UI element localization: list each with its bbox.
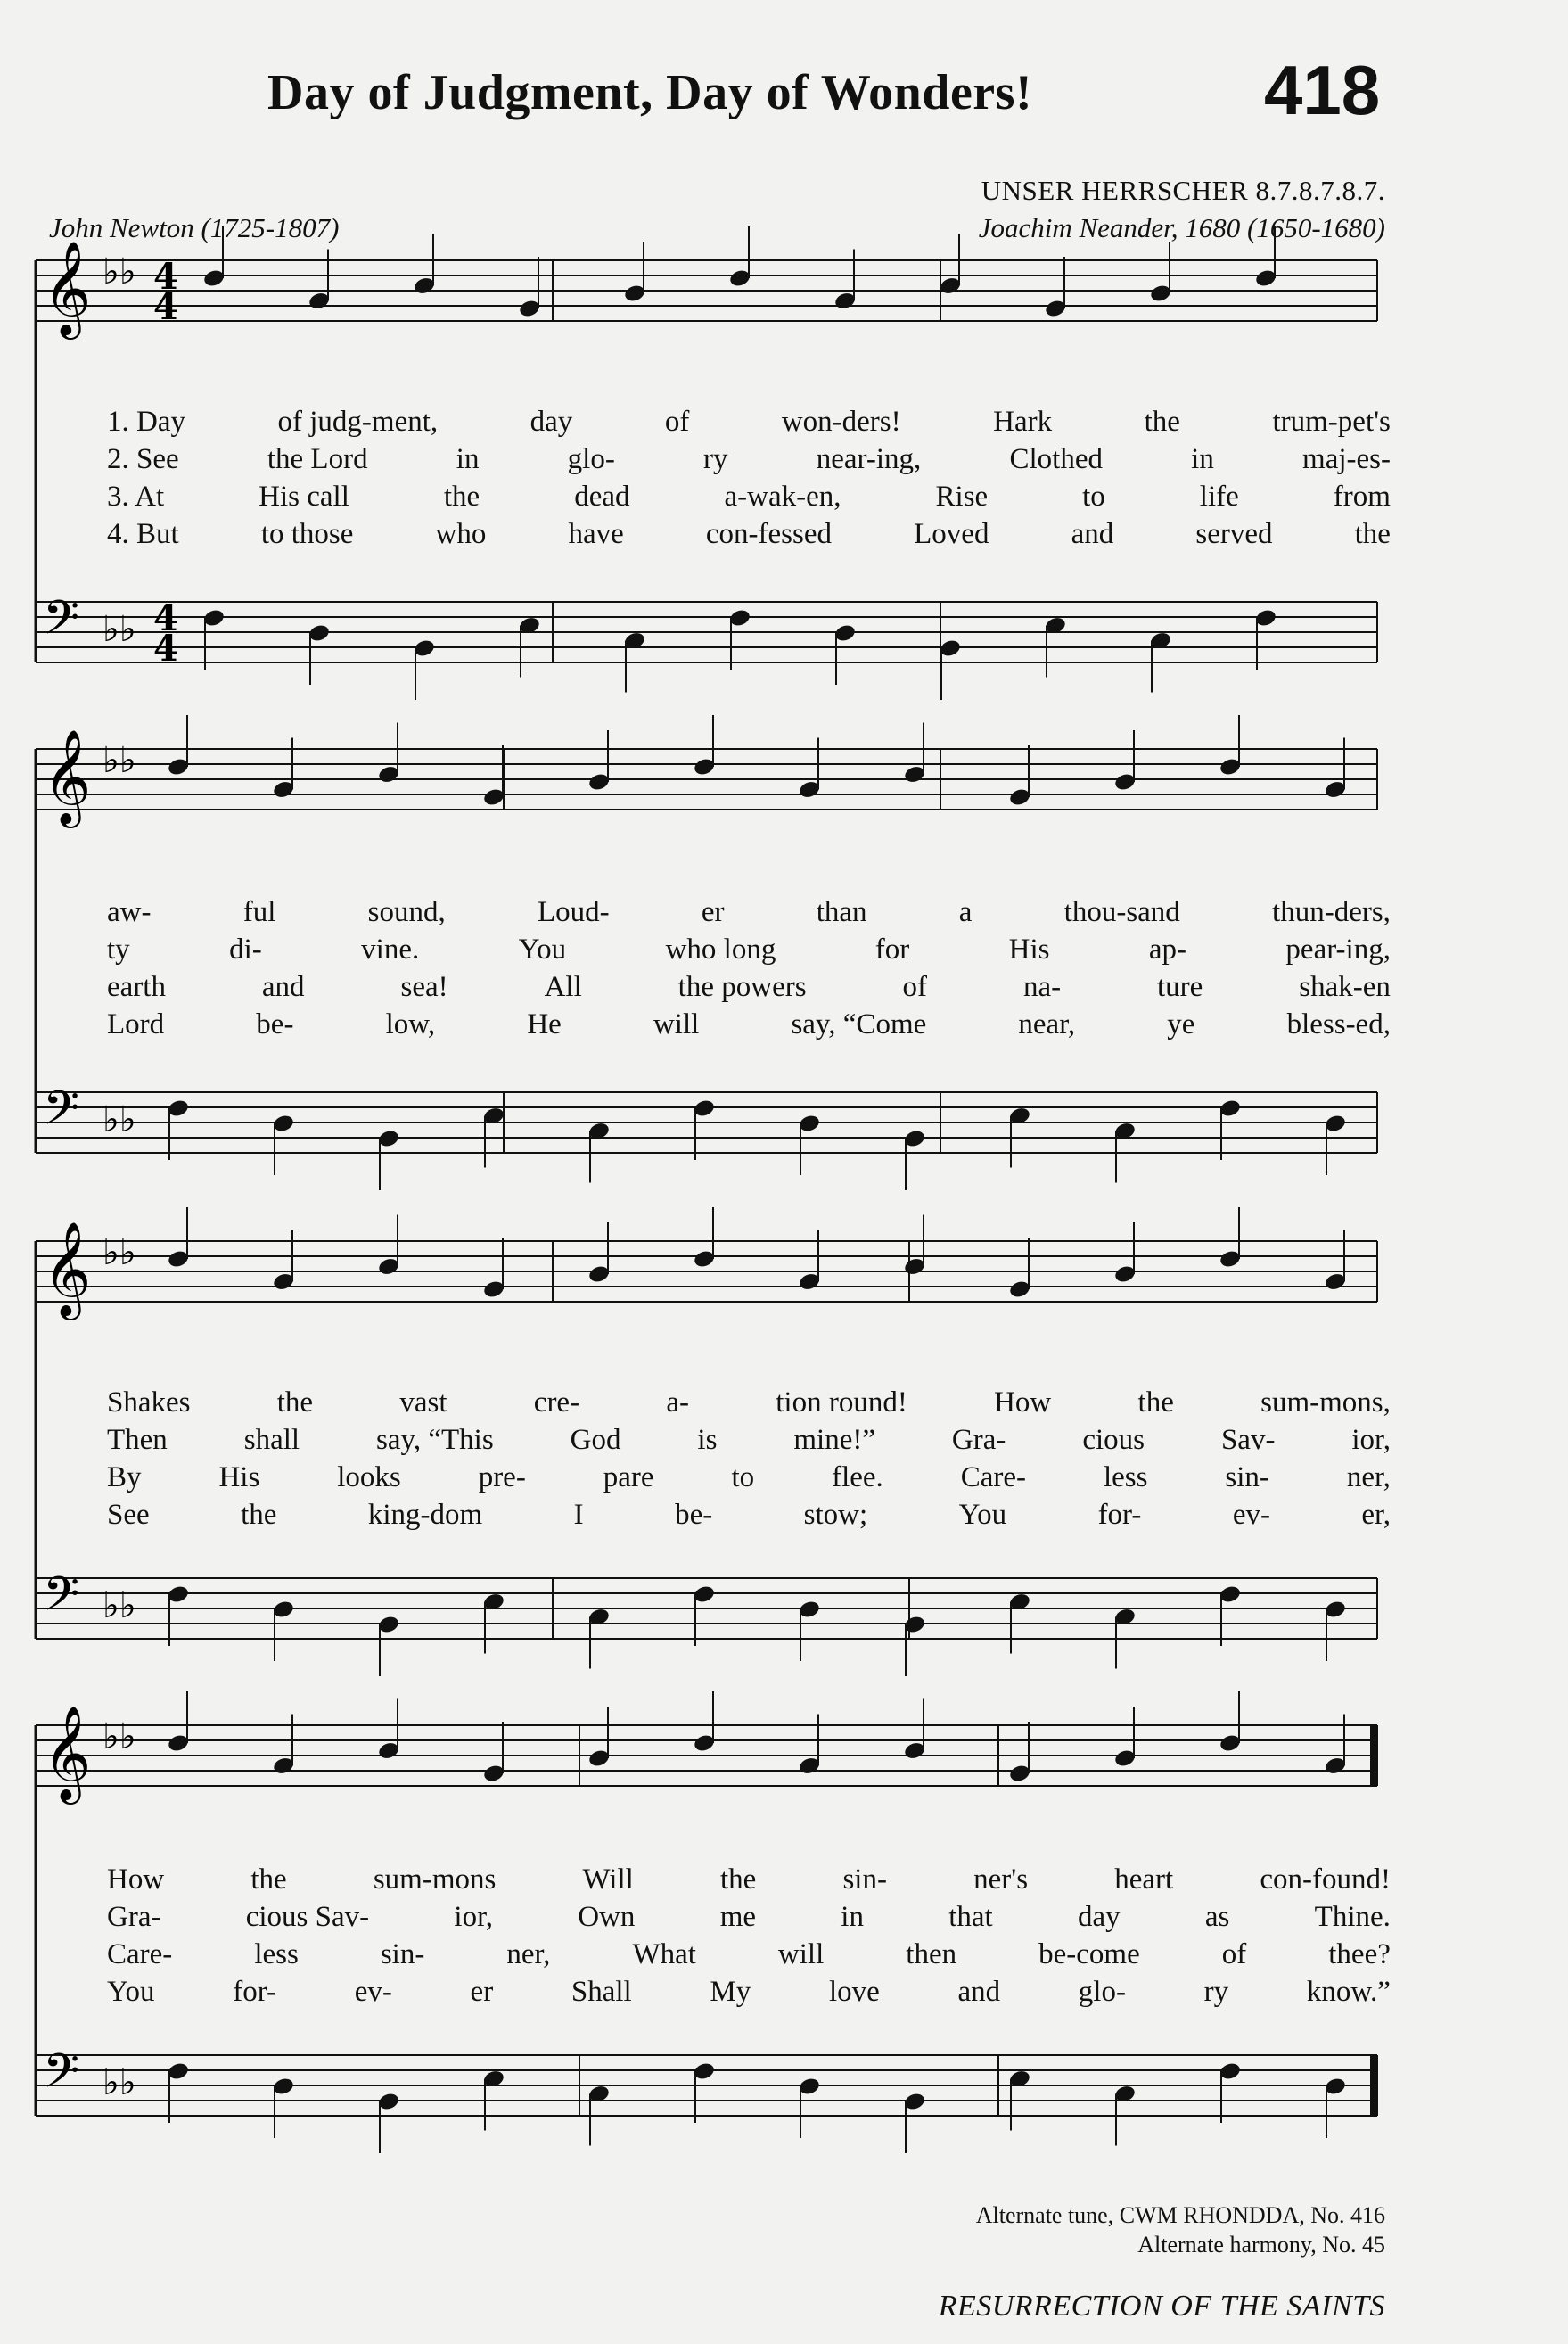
lyric-syllable: then <box>906 1938 957 1970</box>
verse-4-line <box>107 1008 1391 1046</box>
lyric-syllable: day <box>1077 1901 1121 1933</box>
key-signature-flats: ♭♭ <box>103 609 136 650</box>
lyric-syllable: shall <box>243 1424 300 1456</box>
lyric-syllable: will <box>777 1938 825 1970</box>
lyric-syllable: a-wak-en, <box>724 481 841 513</box>
lyric-syllable: His <box>218 1461 260 1493</box>
lyric-syllable: mine!” <box>793 1424 875 1456</box>
lyric-syllable: who long <box>665 933 776 966</box>
lyric-syllable: be-come <box>1038 1938 1140 1970</box>
lyric-syllable: served <box>1195 518 1273 550</box>
lyric-syllable: You <box>958 1499 1007 1531</box>
lyric-syllable: na- <box>1022 971 1062 1003</box>
lyric-syllable: shak-en <box>1299 971 1391 1003</box>
hymn-category: RESURRECTION OF THE SAINTS <box>938 2290 1385 2323</box>
lyric-syllable: His <box>1008 933 1050 966</box>
lyric-syllable: His call <box>259 481 349 513</box>
lyric-syllable: the powers <box>677 971 807 1003</box>
tune-name: UNSER HERRSCHER 8.7.8.7.8.7. <box>981 175 1385 206</box>
lyric-syllable: How <box>994 1386 1052 1419</box>
lyric-syllable: is <box>697 1424 718 1456</box>
time-signature: 4 <box>153 597 178 639</box>
treble-clef: 𝄞 <box>43 1705 92 1800</box>
lyric-syllable: ty <box>107 933 130 966</box>
lyric-syllable: the <box>1144 406 1180 438</box>
lyric-syllable: king-dom <box>367 1499 483 1531</box>
lyric-syllable: ner, <box>1346 1461 1391 1493</box>
verse-2-line <box>107 933 1391 971</box>
lyric-syllable: I <box>573 1499 584 1531</box>
lyric-syllable: thee? <box>1328 1938 1391 1970</box>
verse-3-line <box>107 481 1391 518</box>
lyric-syllable: pear-ing, <box>1285 933 1391 966</box>
lyric-syllable: 4. But <box>107 518 179 550</box>
lyric-syllable: By <box>107 1461 142 1493</box>
verse-4-line <box>107 1499 1391 1536</box>
lyric-syllable: cre- <box>533 1386 580 1419</box>
lyric-syllable: Gra- <box>951 1424 1006 1456</box>
lyric-syllable: earth <box>107 971 166 1003</box>
verse-1-line <box>107 896 1391 933</box>
lyric-syllable: the <box>241 1499 277 1531</box>
lyric-syllable: sin- <box>380 1938 425 1970</box>
lyric-syllable: for <box>874 933 910 966</box>
lyric-syllable: pre- <box>478 1461 526 1493</box>
lyric-syllable: a- <box>666 1386 689 1419</box>
lyric-syllable: con-found! <box>1260 1863 1391 1896</box>
lyric-syllable: bless-ed, <box>1286 1008 1391 1040</box>
lyric-syllable: Gra- <box>107 1901 161 1933</box>
lyric-syllable: glo- <box>1078 1976 1126 2008</box>
lyric-syllable: cious <box>1082 1424 1145 1456</box>
lyric-syllable: looks <box>337 1461 401 1493</box>
lyric-syllable: for- <box>233 1976 277 2008</box>
lyric-syllable: and <box>957 1976 1001 2008</box>
lyric-syllable: ev- <box>1232 1499 1270 1531</box>
lyric-syllable: to <box>1082 481 1105 513</box>
lyric-syllable: sound, <box>367 896 446 928</box>
key-signature-flats: ♭♭ <box>103 1232 136 1273</box>
lyric-syllable: won-ders! <box>781 406 901 438</box>
lyric-syllable: ev- <box>354 1976 392 2008</box>
lyric-syllable: me <box>719 1901 757 1933</box>
lyric-syllable: say, “This <box>376 1424 494 1456</box>
lyric-syllable: for- <box>1097 1499 1142 1531</box>
lyric-syllable: Shall <box>571 1976 632 2008</box>
lyric-syllable: life <box>1199 481 1239 513</box>
lyric-syllable: flee. <box>832 1461 883 1493</box>
lyric-syllable: maj-es- <box>1302 443 1391 475</box>
lyric-syllable: and <box>1071 518 1114 550</box>
hymn-number: 418 <box>1264 51 1381 129</box>
verse-2-line <box>107 443 1391 481</box>
lyric-syllable: love <box>828 1976 880 2008</box>
lyric-syllable: ior, <box>1351 1424 1391 1456</box>
lyric-syllable: glo- <box>567 443 615 475</box>
lyric-syllable: Care- <box>107 1938 173 1970</box>
lyric-syllable: Will <box>582 1863 634 1896</box>
verse-4-line <box>107 518 1391 555</box>
lyric-syllable: to <box>731 1461 755 1493</box>
lyric-syllable: Lord <box>107 1008 165 1040</box>
lyric-syllable: God <box>570 1424 621 1456</box>
lyric-syllable: will <box>653 1008 700 1040</box>
lyric-syllable: vine. <box>361 933 420 966</box>
lyric-syllable: than <box>816 896 867 928</box>
lyric-syllable: of <box>902 971 927 1003</box>
lyric-syllable: and <box>261 971 305 1003</box>
lyric-syllable: near, <box>1018 1008 1076 1040</box>
verse-1-line <box>107 1386 1391 1424</box>
lyric-syllable: the Lord <box>267 443 368 475</box>
key-signature-flats: ♭♭ <box>103 740 136 781</box>
lyric-syllable: sin- <box>1225 1461 1269 1493</box>
lyric-syllable: cious Sav- <box>245 1901 370 1933</box>
lyric-syllable: sum-mons <box>373 1863 497 1896</box>
lyric-syllable: a <box>958 896 973 928</box>
verse-3-line <box>107 1461 1391 1499</box>
lyric-syllable: day <box>530 406 573 438</box>
key-signature-flats: ♭♭ <box>103 1585 136 1626</box>
verse-1-line <box>107 406 1391 443</box>
verse-3-line <box>107 1938 1391 1976</box>
lyric-syllable: pare <box>603 1461 654 1493</box>
alternate-harmony-note: Alternate harmony, No. 45 <box>1137 2232 1385 2258</box>
alternate-tune-note: Alternate tune, CWM RHONDDA, No. 416 <box>975 2202 1385 2228</box>
lyric-syllable: sea! <box>400 971 448 1003</box>
lyric-syllable: di- <box>229 933 262 966</box>
lyric-syllable: ner's <box>973 1863 1029 1896</box>
final-bar-line <box>1370 2055 1377 2116</box>
lyric-syllable: have <box>568 518 624 550</box>
author-credit: John Newton (1725-1807) <box>49 212 340 243</box>
lyric-syllable: stow; <box>803 1499 868 1531</box>
lyric-syllable: aw- <box>107 896 152 928</box>
lyric-syllable: to those <box>260 518 354 550</box>
hymn-title: Day of Judgment, Day of Wonders! <box>267 65 1033 120</box>
lyric-syllable: Shakes <box>107 1386 191 1419</box>
lyric-syllable: Then <box>107 1424 168 1456</box>
lyric-syllable: What <box>632 1938 696 1970</box>
lyric-syllable: in <box>1191 443 1214 475</box>
lyric-syllable: Rise <box>935 481 989 513</box>
treble-clef: 𝄞 <box>43 1221 92 1316</box>
lyric-syllable: You <box>107 1976 155 2008</box>
lyric-syllable: Loved <box>914 518 989 550</box>
lyric-syllable: of <box>1221 1938 1247 1970</box>
time-signature: 4 <box>153 628 178 670</box>
lyric-syllable: He <box>527 1008 562 1040</box>
final-bar-line <box>1370 1725 1377 1786</box>
key-signature-flats: ♭♭ <box>103 1716 136 1757</box>
lyric-syllable: tion round! <box>776 1386 907 1419</box>
lyric-syllable: ior, <box>454 1901 493 1933</box>
lyric-syllable: dead <box>574 481 630 513</box>
lyric-syllable: that <box>948 1901 993 1933</box>
lyric-syllable: ry <box>1203 1976 1229 2008</box>
lyric-syllable: low, <box>385 1008 436 1040</box>
lyric-syllable: con-fessed <box>705 518 833 550</box>
lyric-syllable: Thine. <box>1314 1901 1391 1933</box>
bass-clef: 𝄢 <box>43 1082 80 1147</box>
lyric-syllable: ry <box>703 443 728 475</box>
lyric-syllable: sum-mons, <box>1260 1386 1391 1419</box>
lyric-syllable: near-ing, <box>816 443 922 475</box>
lyric-syllable: Loud- <box>537 896 610 928</box>
lyric-syllable: 3. At <box>107 481 165 513</box>
lyric-syllable: 1. Day <box>107 406 185 438</box>
lyric-syllable: from <box>1333 481 1391 513</box>
lyric-syllable: sin- <box>842 1863 887 1896</box>
lyric-syllable: 2. See <box>107 443 179 475</box>
lyric-syllable: trum-pet's <box>1272 406 1391 438</box>
composer-credit: Joachim Neander, 1680 (1650-1680) <box>978 212 1385 243</box>
lyric-syllable: er, <box>1361 1499 1391 1531</box>
lyric-syllable: ful <box>242 896 276 928</box>
treble-clef: 𝄞 <box>43 240 92 335</box>
lyric-syllable: Clothed <box>1009 443 1103 475</box>
lyric-syllable: er <box>470 1976 494 2008</box>
verse-1-line <box>107 1863 1391 1901</box>
verse-2-line <box>107 1424 1391 1461</box>
verse-2-line <box>107 1901 1391 1938</box>
verse-3-line <box>107 971 1391 1008</box>
lyric-syllable: thou-sand <box>1063 896 1180 928</box>
lyric-syllable: heart <box>1114 1863 1174 1896</box>
lyric-syllable: er <box>701 896 725 928</box>
lyric-syllable: less <box>254 1938 299 1970</box>
lyric-syllable: the <box>1137 1386 1174 1419</box>
lyric-syllable: Own <box>578 1901 636 1933</box>
lyric-syllable: My <box>710 1976 751 2008</box>
lyric-syllable: Hark <box>993 406 1053 438</box>
lyric-syllable: How <box>107 1863 165 1896</box>
time-signature: 4 <box>153 256 178 298</box>
lyric-syllable: the <box>443 481 480 513</box>
time-signature: 4 <box>153 286 178 328</box>
lyric-syllable: in <box>841 1901 864 1933</box>
bass-clef: 𝄢 <box>43 591 80 657</box>
lyric-syllable: All <box>544 971 582 1003</box>
bass-clef: 𝄢 <box>43 1567 80 1633</box>
key-signature-flats: ♭♭ <box>103 1099 136 1140</box>
lyric-syllable: say, “Come <box>791 1008 927 1040</box>
lyric-syllable: ner, <box>506 1938 551 1970</box>
lyric-syllable: the <box>276 1386 314 1419</box>
lyric-syllable: thun-ders, <box>1272 896 1391 928</box>
lyric-syllable: know.” <box>1306 1976 1391 2008</box>
lyric-syllable: See <box>107 1499 150 1531</box>
lyric-syllable: ap- <box>1148 933 1187 966</box>
lyric-syllable: who <box>435 518 487 550</box>
lyric-syllable: of judg-ment, <box>277 406 439 438</box>
lyric-syllable: ture <box>1157 971 1203 1003</box>
lyric-syllable: in <box>456 443 480 475</box>
bass-clef: 𝄢 <box>43 2044 80 2110</box>
lyric-syllable: of <box>664 406 690 438</box>
lyric-syllable: Sav- <box>1220 1424 1276 1456</box>
lyric-syllable: less <box>1103 1461 1148 1493</box>
treble-clef: 𝄞 <box>43 728 92 824</box>
lyric-syllable: the <box>250 1863 287 1896</box>
lyric-syllable: be- <box>256 1008 294 1040</box>
verse-4-line <box>107 1976 1391 2013</box>
key-signature-flats: ♭♭ <box>103 251 136 292</box>
key-signature-flats: ♭♭ <box>103 2062 136 2103</box>
lyric-syllable: the <box>1354 518 1391 550</box>
lyric-syllable: Care- <box>960 1461 1027 1493</box>
lyric-syllable: vast <box>399 1386 447 1419</box>
lyric-syllable: ye <box>1167 1008 1195 1040</box>
lyric-syllable: be- <box>675 1499 713 1531</box>
lyric-syllable: the <box>719 1863 757 1896</box>
lyric-syllable: as <box>1204 1901 1230 1933</box>
lyric-syllable: You <box>518 933 567 966</box>
